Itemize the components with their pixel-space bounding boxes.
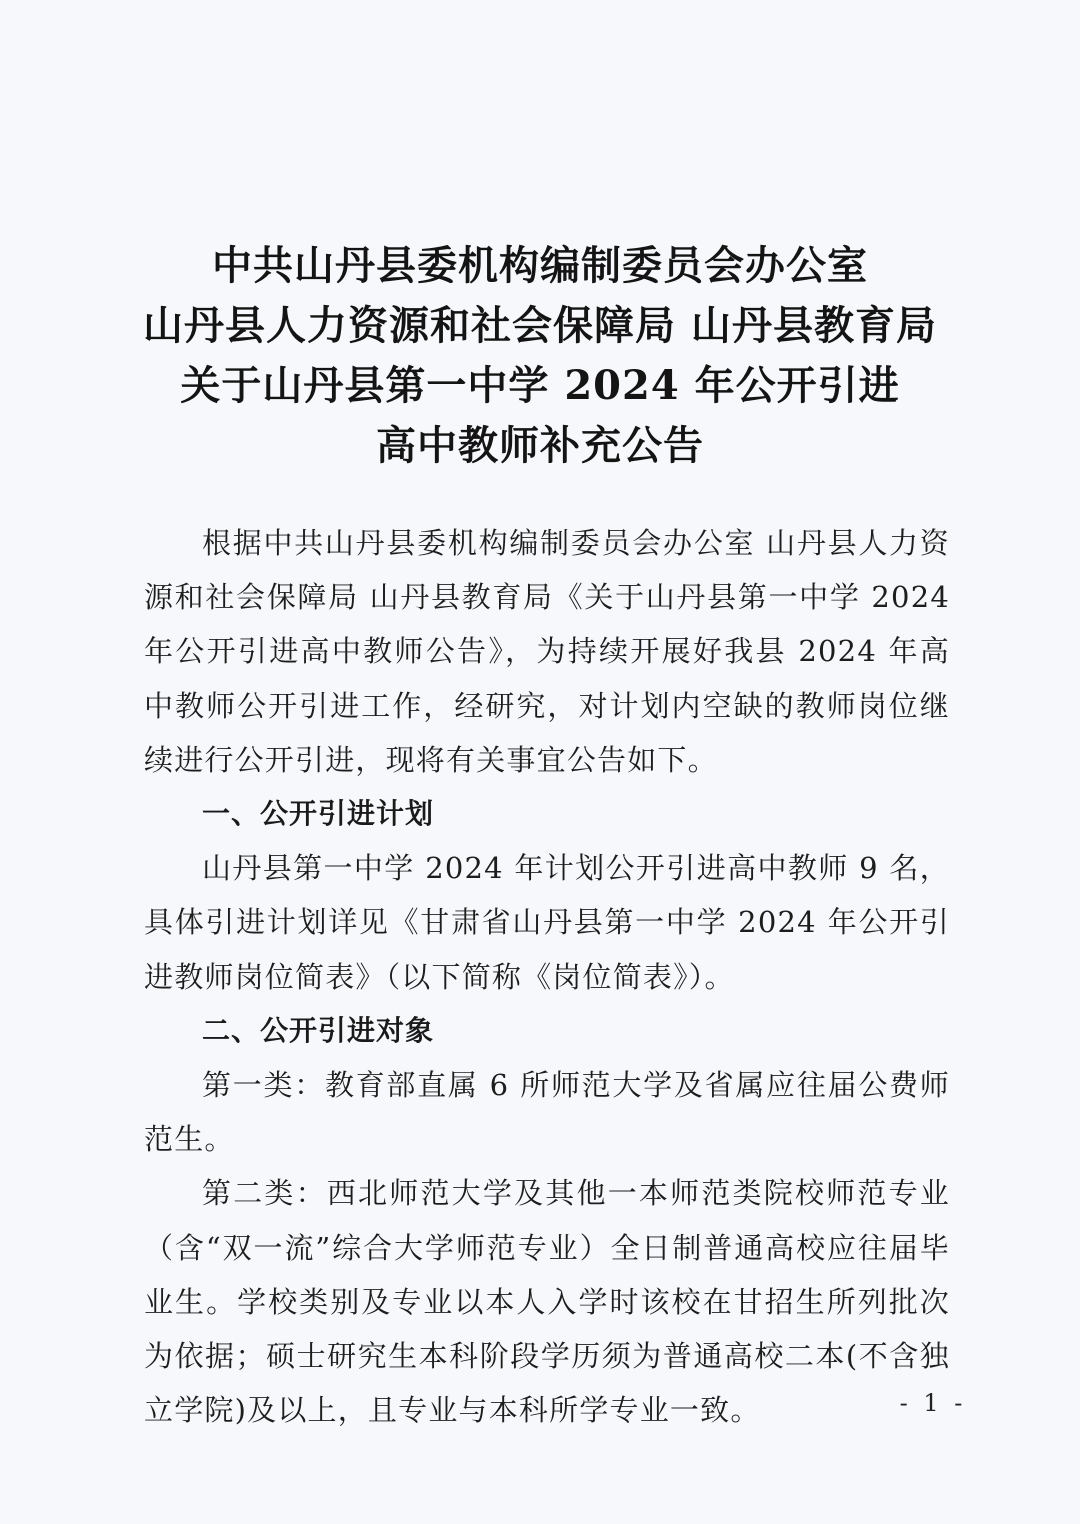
title-line-1: 中共山丹县委机构编制委员会办公室 <box>212 242 868 289</box>
title-line-2: 山丹县人力资源和社会保障局 山丹县教育局 <box>143 302 937 349</box>
document-title <box>0 236 1080 476</box>
category-2-paragraph: 第二类：西北师范大学及其他一本师范类院校师范专业（含“双一流”综合大学师范专业）全日制普通高校应往届毕业生。学校类别及专业以本人入学时该校在甘招生所列批次为依据；硕士研究生本科阶段学历须为普通高校二本(不含独立学院)及以上，且专业与本科所学专业一致。 <box>144 1176 950 1428</box>
document-body <box>144 516 950 1437</box>
intro-paragraph: 根据中共山丹县委机构编制委员会办公室 山丹县人力资源和社会保障局 山丹县教育局《关于山丹县第一中学 2024 年公开引进高中教师公告》，为持续开展好我县 2024 年高中教师公开引进工作，经研究，对计划内空缺的教师岗位继续进行公开引进，现将有关事宜公告如下。 <box>144 526 950 777</box>
category-1-paragraph: 第一类：教育部直属 6 所师范大学及省属应往届公费师范生。 <box>144 1068 950 1157</box>
title-line-4: 高中教师补充公告 <box>376 422 704 469</box>
plan-paragraph: 山丹县第一中学 2024 年计划公开引进高中教师 9 名，具体引进计划详见《甘肃省山丹县第一中学 2024 年公开引进教师岗位简表》（以下简称《岗位简表》）。 <box>144 851 950 994</box>
title-line-3: 关于山丹县第一中学 2024 年公开引进 <box>180 362 900 409</box>
section-heading-targets: 二、公开引进对象 <box>202 1013 435 1047</box>
section-heading-plan: 一、公开引进计划 <box>202 797 435 831</box>
page-number: - 1 - <box>899 1389 967 1417</box>
